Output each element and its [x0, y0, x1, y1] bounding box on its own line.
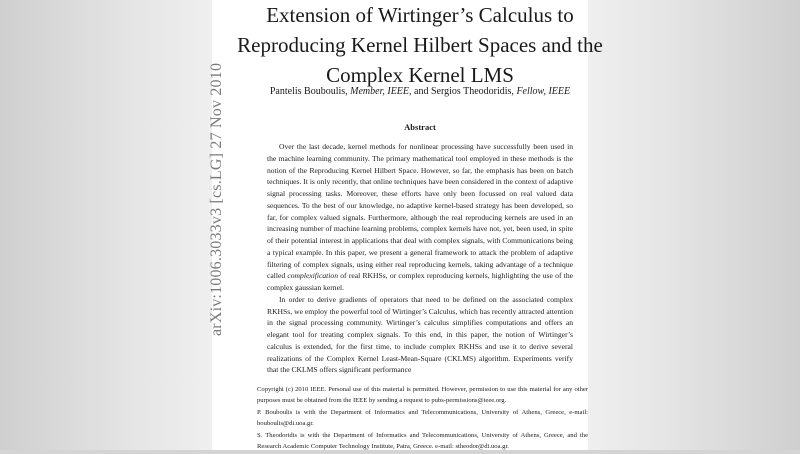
author-1: Pantelis Bouboulis,: [269, 86, 348, 97]
title-line-2: Reproducing Kernel Hilbert Spaces and the: [237, 33, 603, 57]
arxiv-stamp: arXiv:1006.3033v3 [cs.LG] 27 Nov 2010: [208, 62, 225, 336]
abstract-p1-text-a: Over the last decade, kernel methods for nonlinear processing have successfully been used in the machine learning community. The primary mathematical tool employed in these methods is the notion of the Reproducing Kernel Hilbert Space. However, so far, the emphasis has been on batch techniques. It is only recently, that online techniques have been considered in the context of adaptive signal processing tasks. Moreover, these efforts have only been focussed on real valued data sequences. To the best of our knowledge, no adaptive kernel-based strategy has been developed, so far, for complex valued signals. Furthermore, although the real reproducing kernels are used in an increasing number of machine learning problems, complex kernels have not, yet, been used, in spite of their potential interest in applications that deal with complex signals, with Communications being a typical example. In this paper, we present a general framework to attack the problem of adaptive filtering of complex signals, using either real reproducing kernels, taking advantage of a technique called: [267, 142, 573, 281]
footnote-author-1: P. Bouboulis is with the Department of Informatics and Telecommunications, University of Athens, Greece, e-mail: bouboulis@di.uoa.gr.: [257, 409, 588, 427]
abstract-p1-text-b: of real RKHSs, or complex reproducing kernels, highlighting the use of the complex gaussian kernel.: [267, 271, 573, 292]
footnote-copyright: Copyright (c) 2010 IEEE. Personal use of this material is permitted. However, permission to use this material for any other purposes must be obtained from the IEEE by sending a request to pubs-permissions@ieee.org.: [257, 386, 588, 404]
title-line-3: Complex Kernel LMS: [326, 63, 514, 87]
paper-title: [212, 0, 628, 90]
author-1-role: Member, IEEE,: [350, 86, 412, 97]
abstract-body: [267, 141, 573, 376]
abstract-paragraph-2: In order to derive gradients of operators that need to be defined on the associated complex RKHSs, we employ the powerful tool of Wirtinger’s Calculus, which has recently attracted attention in the signal processing community. Wirtinger’s calculus simplifies computations and offers an elegant tool for treating complex signals. To this end, in this paper, the notion of Wirtinger’s calculus is extended, for the first time, to include complex RKHSs and use it to derive several realizations of the Complex Kernel Least-Mean-Square (CKLMS) algorithm. Experiments verify that the CKLMS offers significant performance: [267, 294, 573, 375]
abstract-heading: Abstract: [404, 122, 436, 132]
abstract-paragraph-1: [267, 141, 573, 294]
abstract-p1-emphasis: complexification: [287, 271, 338, 281]
author-list: [212, 86, 628, 97]
author-conjunction: and Sergios Theodoridis,: [414, 86, 514, 97]
footnote-author-2: S. Theodoridis is with the Department of Informatics and Telecommunications, University of Athens, Greece, and the Research Academic Computer Technology Institute, Patra, Greece. e-mail: stheodor@di.uoa.gr.: [257, 432, 588, 450]
title-line-1: Extension of Wirtinger’s Calculus to: [266, 3, 574, 27]
author-2-role: Fellow, IEEE: [516, 86, 571, 97]
footnotes: [257, 385, 588, 454]
